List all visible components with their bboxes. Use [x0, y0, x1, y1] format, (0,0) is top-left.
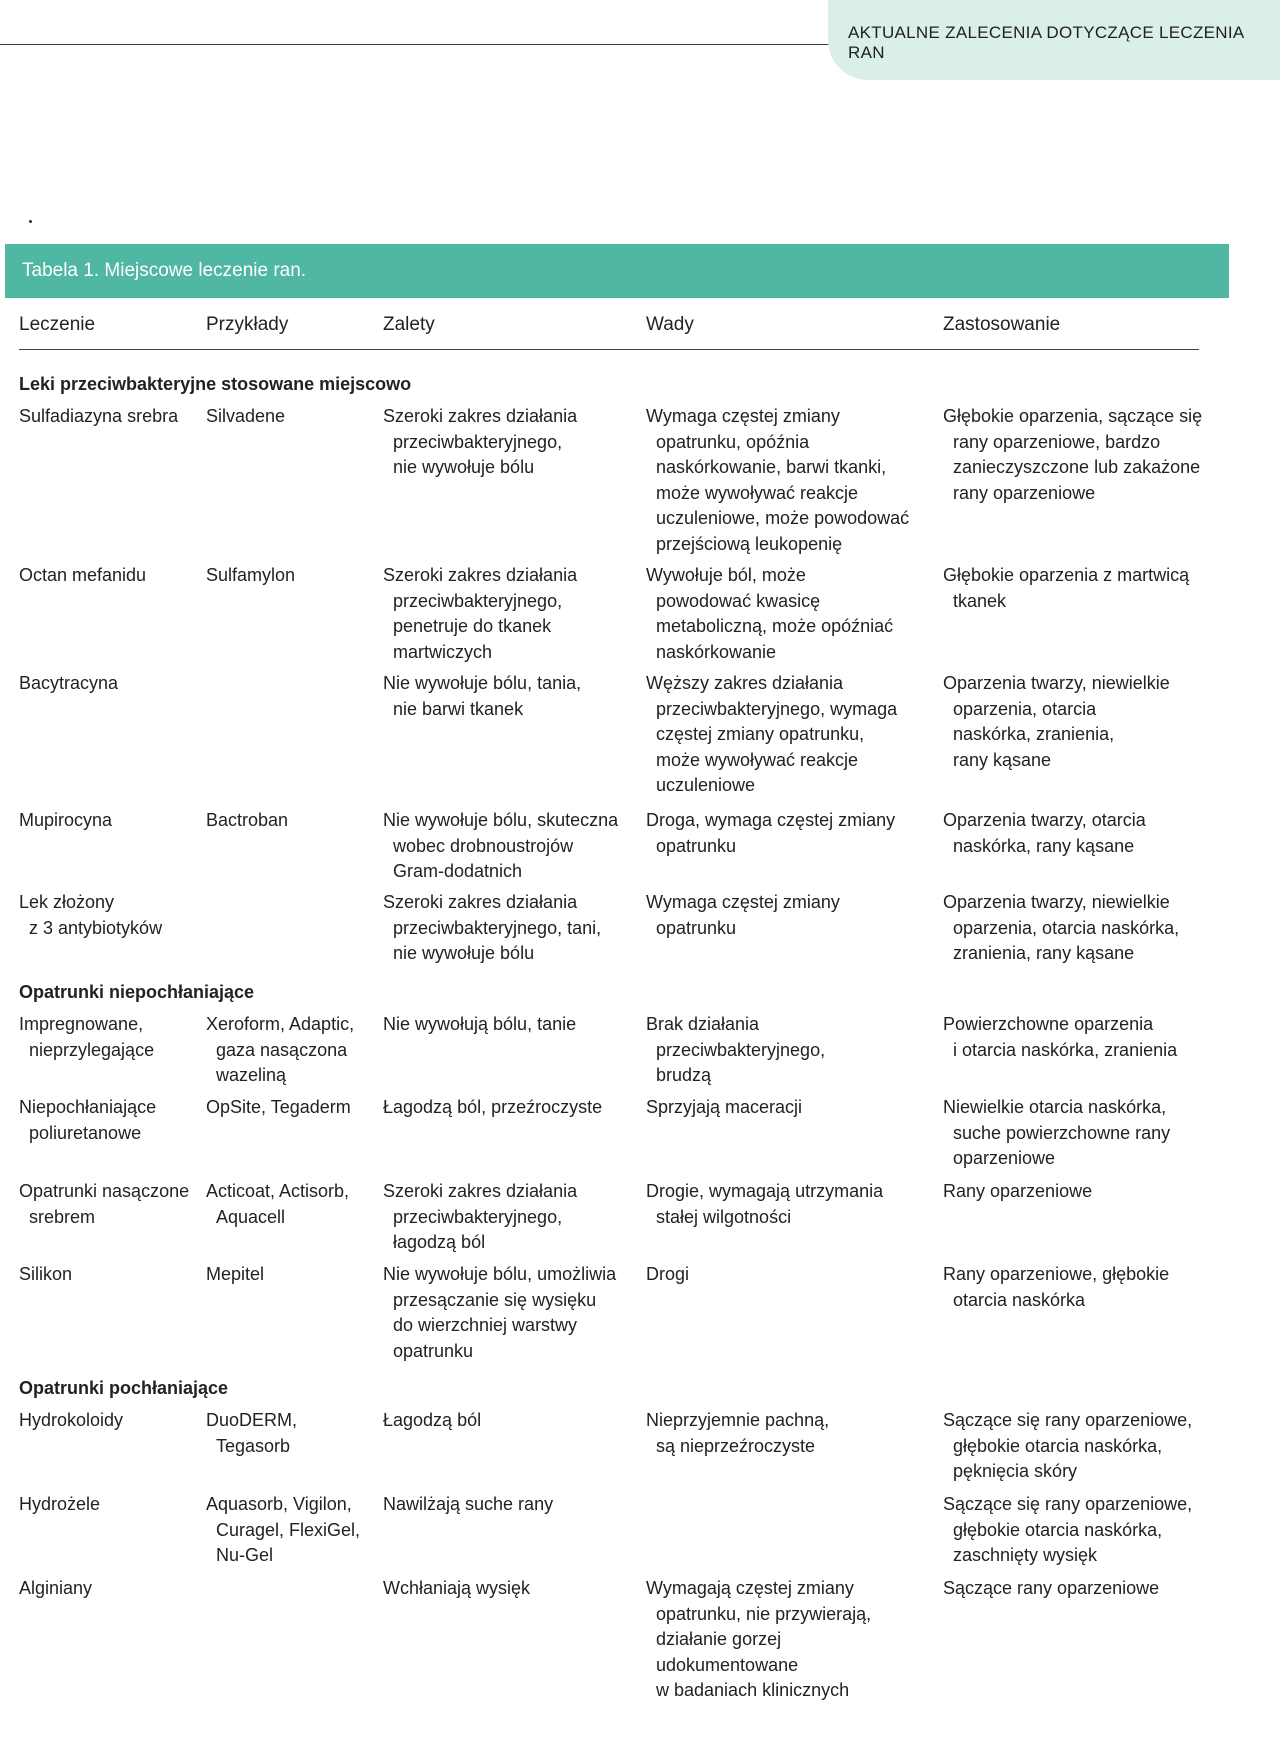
cell-line: poliuretanowe [29, 1122, 142, 1143]
cell-line: Wymaga częstej zmiany [646, 892, 840, 912]
cell-line: Drogie, wymagają utrzymania [646, 1181, 884, 1201]
cell-line: udokumentowane [656, 1654, 799, 1675]
cell-zastosowanie [943, 1408, 1192, 1485]
section-title: Opatrunki niepochłaniające [19, 982, 255, 1002]
cell-line: Wchłaniają wysięk [383, 1578, 531, 1598]
cell-line: Impregnowane, [19, 1014, 144, 1034]
cell-leczenie [19, 671, 118, 697]
cell-przyklady [206, 1262, 264, 1288]
cell-zastosowanie [943, 1492, 1192, 1569]
cell-line: suche powierzchowne rany [953, 1122, 1171, 1143]
cell-line: Niepochłaniające [19, 1097, 157, 1117]
cell-leczenie [19, 1492, 100, 1518]
cell-line: wazeliną [216, 1065, 287, 1085]
cell-line: nie wywołuje bólu [393, 943, 535, 963]
cell-line: Szeroki zakres działania [383, 1181, 578, 1201]
cell-line: naskórkowanie [656, 641, 777, 662]
cell-line: naskórka, rany kąsane [953, 835, 1135, 856]
cell-wady [646, 890, 840, 941]
cell-line: przeciwbakteryjnego, [393, 431, 563, 452]
cell-line: Szeroki zakres działania [383, 892, 578, 912]
cell-line: Aquasorb, Vigilon, [206, 1494, 352, 1514]
cell-line: w badaniach klinicznych [656, 1680, 850, 1700]
cell-line: nieprzylegające [29, 1039, 155, 1060]
cell-przyklady [206, 1012, 354, 1089]
cell-zastosowanie [943, 1179, 1092, 1205]
cell-line: zranienia, rany kąsane [953, 943, 1135, 963]
column-header-zalety: Zalety [383, 314, 435, 335]
cell-line: Curagel, FlexiGel, [216, 1519, 361, 1540]
cell-line: Tegasorb [216, 1435, 291, 1456]
cell-line: Sączące się rany oparzeniowe, [943, 1410, 1193, 1430]
cell-line: Mepitel [206, 1264, 265, 1284]
cell-line: Szeroki zakres działania [383, 565, 578, 585]
cell-line: Nawilżają suche rany [383, 1494, 554, 1514]
cell-line: Hydrokoloidy [19, 1410, 124, 1430]
cell-line: może wywoływać reakcje [656, 482, 859, 503]
cell-zastosowanie [943, 1576, 1159, 1602]
cell-wady [646, 1012, 825, 1089]
cell-przyklady [206, 1492, 360, 1569]
cell-line: brudzą [656, 1065, 712, 1085]
cell-leczenie [19, 1576, 92, 1602]
cell-przyklady [206, 1095, 351, 1121]
cell-line: Bactroban [206, 810, 289, 830]
cell-line: nie wywołuje bólu [393, 457, 535, 477]
cell-line: OpSite, Tegaderm [206, 1097, 351, 1117]
cell-line: Alginiany [19, 1578, 93, 1598]
cell-line: Bacytracyna [19, 673, 119, 693]
cell-line: powodować kwasicę [656, 590, 821, 611]
cell-line: Sulfamylon [206, 565, 296, 585]
cell-zalety [383, 1095, 602, 1121]
cell-line: Nie wywołują bólu, tanie [383, 1014, 577, 1034]
cell-przyklady [206, 1179, 349, 1230]
cell-line: Wymaga częstej zmiany [646, 406, 840, 426]
column-header-zastosowanie: Zastosowanie [943, 314, 1061, 335]
cell-zalety [383, 1576, 530, 1602]
cell-line: otarcia naskórka [953, 1289, 1086, 1310]
cell-line: Brak działania [646, 1014, 760, 1034]
cell-line: Nieprzyjemnie pachną, [646, 1410, 830, 1430]
cell-line: Szeroki zakres działania [383, 406, 578, 426]
cell-zalety [383, 1408, 481, 1434]
cell-line: częstej zmiany opatrunku, [656, 724, 865, 744]
cell-line: metaboliczną, może opóźniać [656, 616, 894, 636]
cell-line: oparzenia, otarcia [953, 698, 1097, 719]
cell-line: srebrem [29, 1206, 96, 1227]
cell-line: rany oparzeniowe, bardzo [953, 431, 1161, 452]
column-header-wady: Wady [646, 314, 694, 335]
cell-zalety [383, 808, 618, 885]
cell-line: opatrunku, nie przywierają, [656, 1603, 872, 1624]
cell-zalety [383, 563, 577, 665]
cell-line: przeciwbakteryjnego, tani, [393, 917, 602, 938]
cell-wady [646, 671, 897, 799]
cell-line: Nie wywołuje bólu, skuteczna [383, 810, 619, 830]
cell-line: może wywoływać reakcje [656, 749, 859, 770]
cell-line: Gram-dodatnich [393, 861, 523, 881]
cell-line: Droga, wymaga częstej zmiany [646, 810, 896, 830]
cell-leczenie [19, 808, 112, 834]
cell-line: Drogi [646, 1264, 690, 1284]
section-title: Leki przeciwbakteryjne stosowane miejscowo [19, 374, 412, 394]
cell-zastosowanie [943, 1095, 1170, 1172]
cell-przyklady [206, 808, 288, 834]
cell-line: Łagodzą ból [383, 1410, 482, 1430]
cell-leczenie [19, 1012, 154, 1063]
column-header-przyklady: Przykłady [206, 314, 289, 335]
section-title: Opatrunki pochłaniające [19, 1378, 229, 1398]
cell-line: Nu-Gel [216, 1545, 274, 1565]
cell-zalety [383, 1262, 616, 1364]
cell-line: Xeroform, Adaptic, [206, 1014, 355, 1034]
cell-line: Sączące się rany oparzeniowe, [943, 1494, 1193, 1514]
cell-line: Hydrożele [19, 1494, 101, 1514]
cell-line: Rany oparzeniowe, głębokie [943, 1264, 1170, 1284]
cell-line: Lek złożony [19, 892, 115, 912]
cell-line: oparzeniowe [953, 1148, 1056, 1168]
cell-line: penetruje do tkanek [393, 616, 552, 636]
cell-przyklady [206, 1408, 297, 1459]
cell-line: głębokie otarcia naskórka, [953, 1435, 1163, 1456]
cell-wady [646, 404, 909, 557]
cell-line: Acticoat, Actisorb, [206, 1181, 350, 1201]
cell-line: Oparzenia twarzy, niewielkie [943, 673, 1170, 693]
cell-line: zanieczyszczone lub zakażone [953, 457, 1201, 477]
cell-line: Niewielkie otarcia naskórka, [943, 1097, 1167, 1117]
cell-line: wobec drobnoustrojów [393, 835, 574, 856]
table-title-bar [5, 244, 1229, 298]
header-rule [19, 349, 1199, 350]
cell-line: Węższy zakres działania [646, 673, 844, 693]
cell-zalety [383, 404, 577, 481]
cell-line: łagodzą ból [393, 1232, 486, 1252]
cell-line: Silvadene [206, 406, 286, 426]
cell-line: nie barwi tkanek [393, 698, 524, 719]
cell-wady [646, 1262, 689, 1288]
cell-zalety [383, 1492, 553, 1518]
cell-line: Łagodzą ból, przeźroczyste [383, 1097, 603, 1117]
cell-line: Rany oparzeniowe [943, 1181, 1093, 1201]
cell-line: opatrunku [656, 917, 737, 938]
cell-line: Głębokie oparzenia, sączące się [943, 406, 1203, 426]
cell-line: pęknięcia skóry [953, 1461, 1078, 1481]
column-header-leczenie: Leczenie [19, 314, 96, 335]
cell-line: rany kąsane [953, 749, 1052, 770]
cell-line: martwiczych [393, 641, 493, 662]
cell-wady [646, 1408, 829, 1459]
stray-dot [29, 220, 32, 223]
cell-zalety [383, 671, 581, 722]
cell-zastosowanie [943, 671, 1170, 773]
cell-line: Aquacell [216, 1206, 286, 1227]
cell-line: Nie wywołuje bólu, umożliwia [383, 1264, 617, 1284]
cell-wady [646, 563, 893, 665]
cell-line: zaschnięty wysięk [953, 1545, 1098, 1565]
cell-line: tkanek [953, 590, 1007, 611]
cell-leczenie [19, 1262, 72, 1288]
cell-line: przeciwbakteryjnego, wymaga [656, 698, 898, 719]
cell-line: Mupirocyna [19, 810, 113, 830]
cell-line: Sprzyjają maceracji [646, 1097, 803, 1117]
cell-line: rany oparzeniowe [953, 482, 1096, 503]
cell-line: do wierzchniej warstwy [393, 1315, 578, 1335]
cell-leczenie [19, 404, 178, 430]
cell-line: opatrunku [656, 835, 737, 856]
top-rule [0, 44, 850, 45]
cell-zalety [383, 890, 601, 967]
cell-line: Octan mefanidu [19, 565, 147, 585]
running-header [828, 0, 1280, 80]
cell-line: są nieprzeźroczyste [656, 1435, 816, 1456]
cell-line: gaza nasączona [216, 1039, 348, 1060]
cell-line: i otarcia naskórka, zranienia [953, 1039, 1178, 1060]
cell-line: Nie wywołuje bólu, tania, [383, 673, 582, 693]
cell-line: głębokie otarcia naskórka, [953, 1519, 1163, 1540]
table-title: Tabela 1. Miejscowe leczenie ran. [22, 260, 307, 281]
cell-line: uczuleniowe [656, 775, 756, 795]
cell-wady [646, 1576, 871, 1704]
cell-line: Wywołuje ból, może [646, 565, 806, 585]
cell-line: Silikon [19, 1264, 73, 1284]
cell-line: Oparzenia twarzy, otarcia [943, 810, 1146, 830]
cell-leczenie [19, 1095, 156, 1146]
cell-line: przeciwbakteryjnego, [393, 1206, 563, 1227]
cell-zastosowanie [943, 1012, 1177, 1063]
cell-zastosowanie [943, 808, 1146, 859]
cell-line: oparzenia, otarcia naskórka, [953, 917, 1180, 938]
cell-line: z 3 antybiotyków [29, 917, 163, 938]
cell-zalety [383, 1179, 577, 1256]
cell-line: DuoDERM, [206, 1410, 298, 1430]
cell-leczenie [19, 1408, 123, 1434]
cell-line: Powierzchowne oparzenia [943, 1014, 1154, 1034]
cell-zalety [383, 1012, 576, 1038]
cell-line: przeciwbakteryjnego, [656, 1039, 826, 1060]
cell-zastosowanie [943, 1262, 1169, 1313]
cell-line: przeciwbakteryjnego, [393, 590, 563, 611]
cell-line: działanie gorzej [656, 1629, 782, 1649]
cell-zastosowanie [943, 404, 1202, 506]
cell-line: przesączanie się wysięku [393, 1289, 597, 1310]
cell-wady [646, 1179, 883, 1230]
cell-leczenie [19, 890, 162, 941]
running-title: AKTUALNE ZALECENIA DOTYCZĄCE LECZENIA RAN [848, 23, 1244, 62]
cell-line: uczuleniowe, może powodować [656, 508, 910, 528]
cell-line: opatrunku [393, 1340, 474, 1361]
cell-line: Wymagają częstej zmiany [646, 1578, 854, 1598]
cell-line: naskórka, zranienia, [953, 724, 1115, 744]
cell-przyklady [206, 404, 285, 430]
cell-line: Oparzenia twarzy, niewielkie [943, 892, 1170, 912]
cell-line: Głębokie oparzenia z martwicą [943, 565, 1190, 585]
cell-line: Sączące rany oparzeniowe [943, 1578, 1160, 1598]
cell-zastosowanie [943, 890, 1179, 967]
cell-zastosowanie [943, 563, 1189, 614]
cell-line: przejściową leukopenię [656, 533, 843, 554]
cell-przyklady [206, 563, 295, 589]
cell-wady [646, 1095, 802, 1121]
cell-leczenie [19, 1179, 189, 1230]
cell-line: Opatrunki nasączone [19, 1181, 190, 1201]
cell-leczenie [19, 563, 146, 589]
cell-line: stałej wilgotności [656, 1206, 792, 1227]
cell-wady [646, 808, 895, 859]
cell-line: opatrunku, opóźnia [656, 431, 810, 452]
cell-line: naskórkowanie, barwi tkanki, [656, 457, 887, 477]
cell-line: Sulfadiazyna srebra [19, 406, 179, 426]
